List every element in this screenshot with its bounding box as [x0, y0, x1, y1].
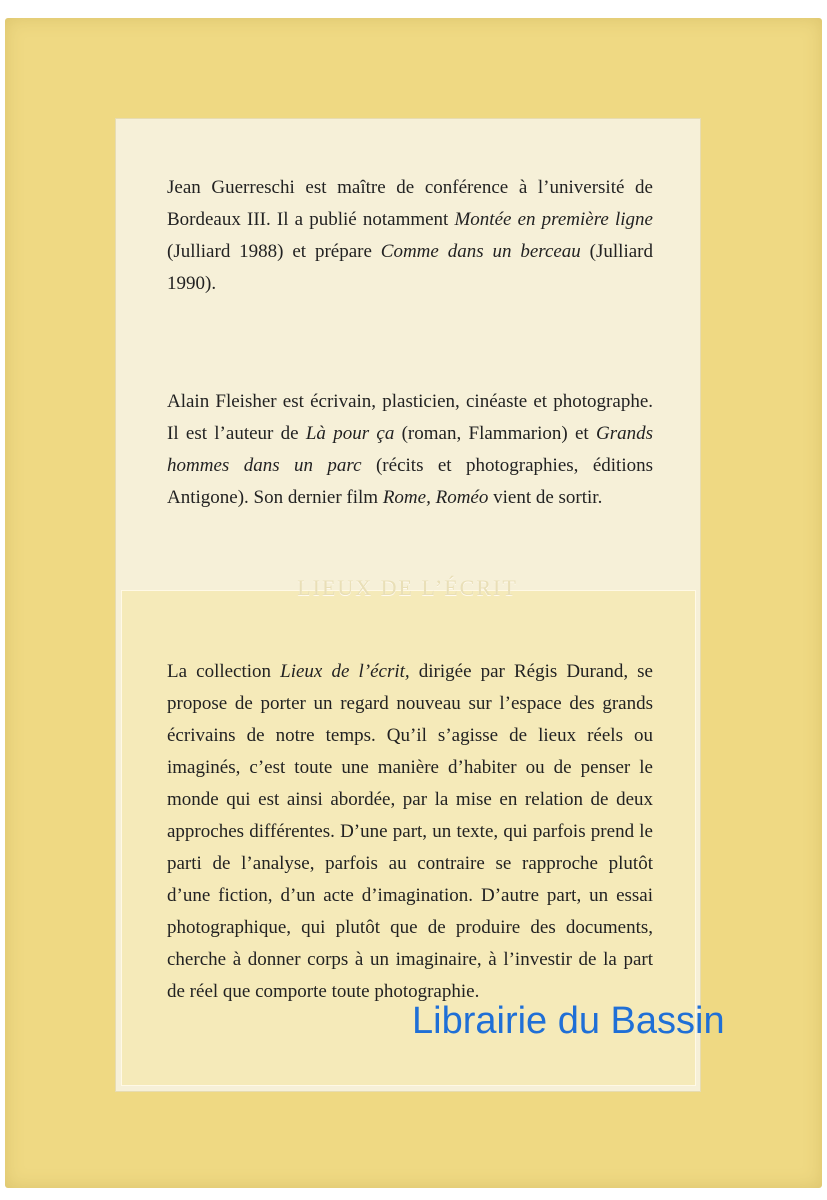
- series-header: [121, 570, 694, 606]
- bookstore-watermark: Librairie du Bassin: [412, 1000, 725, 1042]
- author-bio-fleisher: Alain Fleisher est écrivain, plasticien, cinéaste et photographe. Il est l’auteur de Là pour ça (roman, Flammarion) et Grands hommes dans un parc (récits et photographies, éditions Antigone). Son dernier film Rome, Roméo vient de sortir.: [167, 391, 653, 508]
- collection-description: La collection Lieux de l’écrit, dirigée par Régis Durand, se propose de porter un regard nouveau sur l’espace des grands écrivains de notre temps. Qu’il s’agisse de lieux réels ou imaginés, c’est toute une manière d’habiter ou de penser le monde qui est ainsi abordée, par la mise en relation de deux approches différentes. D’une part, un texte, qui parfois prend le parti de l’analyse, parfois au contraire se rapproche plutôt d’une fiction, d’un acte d’imagination. D’autre part, un essai photographique, qui plutôt que de produire des documents, cherche à donner corps à un imaginaire, à l’investir de la part de réel que comporte toute photographie.: [167, 661, 653, 1002]
- author-bio-guerreschi: Jean Guerreschi est maître de conférence à l’université de Bordeaux III. Il a publié notamment Montée en première ligne (Julliard 1988) et prépare Comme dans un berceau (Julliard 1990).: [167, 177, 653, 294]
- series-title: LIEUX DE L’ÉCRIT: [297, 575, 518, 600]
